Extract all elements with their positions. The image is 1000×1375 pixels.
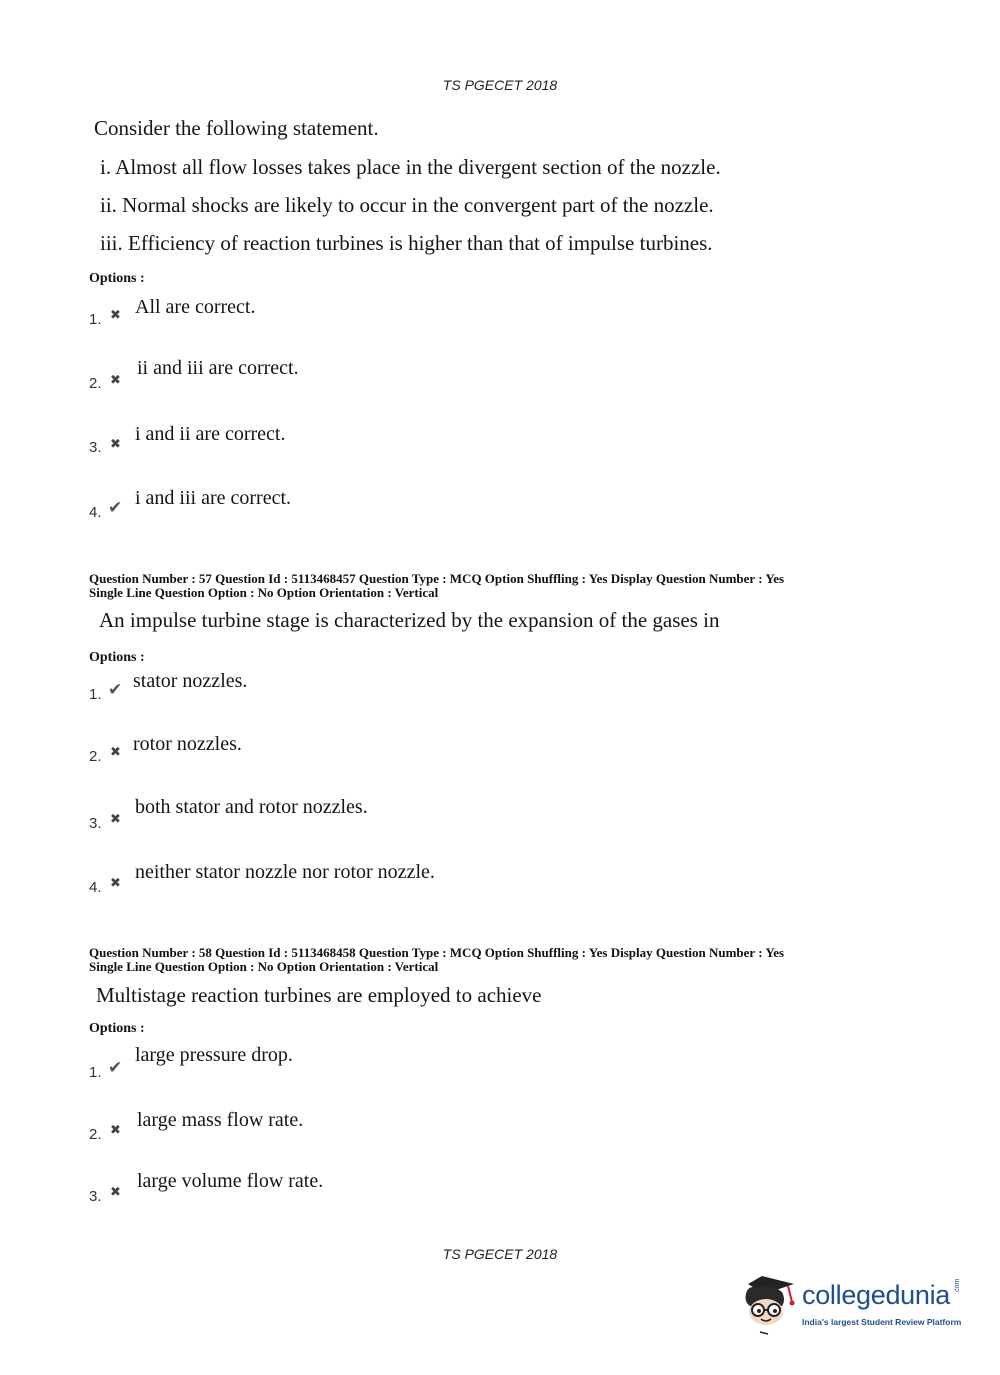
question-58-text: Multistage reaction turbines are employed to achieve: [96, 983, 542, 1007]
statement-iii: iii. Efficiency of reaction turbines is higher than that of impulse turbines.: [100, 231, 713, 255]
option-text: rotor nozzles.: [133, 733, 242, 755]
cross-icon: ✖: [110, 811, 121, 826]
option-number: 3.: [89, 815, 102, 832]
option-text: i and ii are correct.: [135, 423, 286, 445]
logo-tagline: India's largest Student Review Platform: [802, 1317, 962, 1327]
cross-icon: ✖: [110, 307, 121, 322]
checkmark-icon: ✔: [108, 1058, 123, 1077]
option-number: 2.: [89, 748, 102, 765]
option-text: stator nozzles.: [133, 670, 248, 692]
cross-icon: ✖: [110, 1184, 121, 1199]
question-58-meta-line-1: Question Number : 58 Question Id : 5113468458 Question Type : MCQ Option Shuffling : Yes Display Question Number : Yes: [89, 945, 785, 960]
cross-icon: ✖: [110, 744, 121, 759]
option-text: neither stator nozzle nor rotor nozzle.: [135, 861, 435, 883]
statement-i: i. Almost all flow losses takes place in the divergent section of the nozzle.: [100, 155, 721, 179]
cross-icon: ✖: [110, 875, 121, 890]
statement-ii: ii. Normal shocks are likely to occur in the convergent part of the nozzle.: [100, 193, 714, 217]
options-label: Options :: [89, 271, 145, 286]
options-label: Options :: [89, 650, 145, 665]
option-number: 2.: [89, 1126, 102, 1143]
question-57-meta-line-2: Single Line Question Option : No Option Orientation : Vertical: [89, 585, 439, 600]
question-57-text: An impulse turbine stage is characterized by the expansion of the gases in: [99, 608, 720, 632]
cross-icon: ✖: [110, 372, 121, 387]
question-57-meta-line-1: Question Number : 57 Question Id : 5113468457 Question Type : MCQ Option Shuffling : Yes Display Question Number : Yes: [89, 571, 785, 586]
option-number: 4.: [89, 504, 102, 521]
page-footer: TS PGECET 2018: [442, 1246, 558, 1262]
option-number: 3.: [89, 1188, 102, 1205]
options-label: Options :: [89, 1021, 145, 1036]
option-text: large pressure drop.: [135, 1044, 293, 1066]
option-text: large mass flow rate.: [137, 1109, 304, 1131]
option-number: 4.: [89, 879, 102, 896]
option-number: 2.: [89, 375, 102, 392]
logo-wordmark: collegedunia: [802, 1280, 951, 1310]
cross-icon: ✖: [110, 1122, 121, 1137]
cross-icon: ✖: [110, 436, 121, 451]
option-number: 1.: [89, 686, 102, 703]
question-56-intro: Consider the following statement.: [94, 116, 379, 140]
logo-dotcom: .com: [954, 1278, 961, 1294]
option-text: both stator and rotor nozzles.: [135, 796, 368, 818]
mascot-icon: [742, 1270, 802, 1336]
option-text: large volume flow rate.: [137, 1170, 324, 1192]
option-number: 1.: [89, 1064, 102, 1081]
option-number: 3.: [89, 439, 102, 456]
option-text: All are correct.: [135, 296, 256, 318]
question-58-meta-line-2: Single Line Question Option : No Option Orientation : Vertical: [89, 959, 439, 974]
checkmark-icon: ✔: [108, 680, 123, 699]
page-header: TS PGECET 2018: [442, 77, 558, 93]
checkmark-icon: ✔: [108, 498, 123, 517]
option-text: i and iii are correct.: [135, 487, 292, 509]
collegedunia-logo: [742, 1270, 972, 1336]
option-text: ii and iii are correct.: [137, 357, 299, 379]
option-number: 1.: [89, 311, 102, 328]
